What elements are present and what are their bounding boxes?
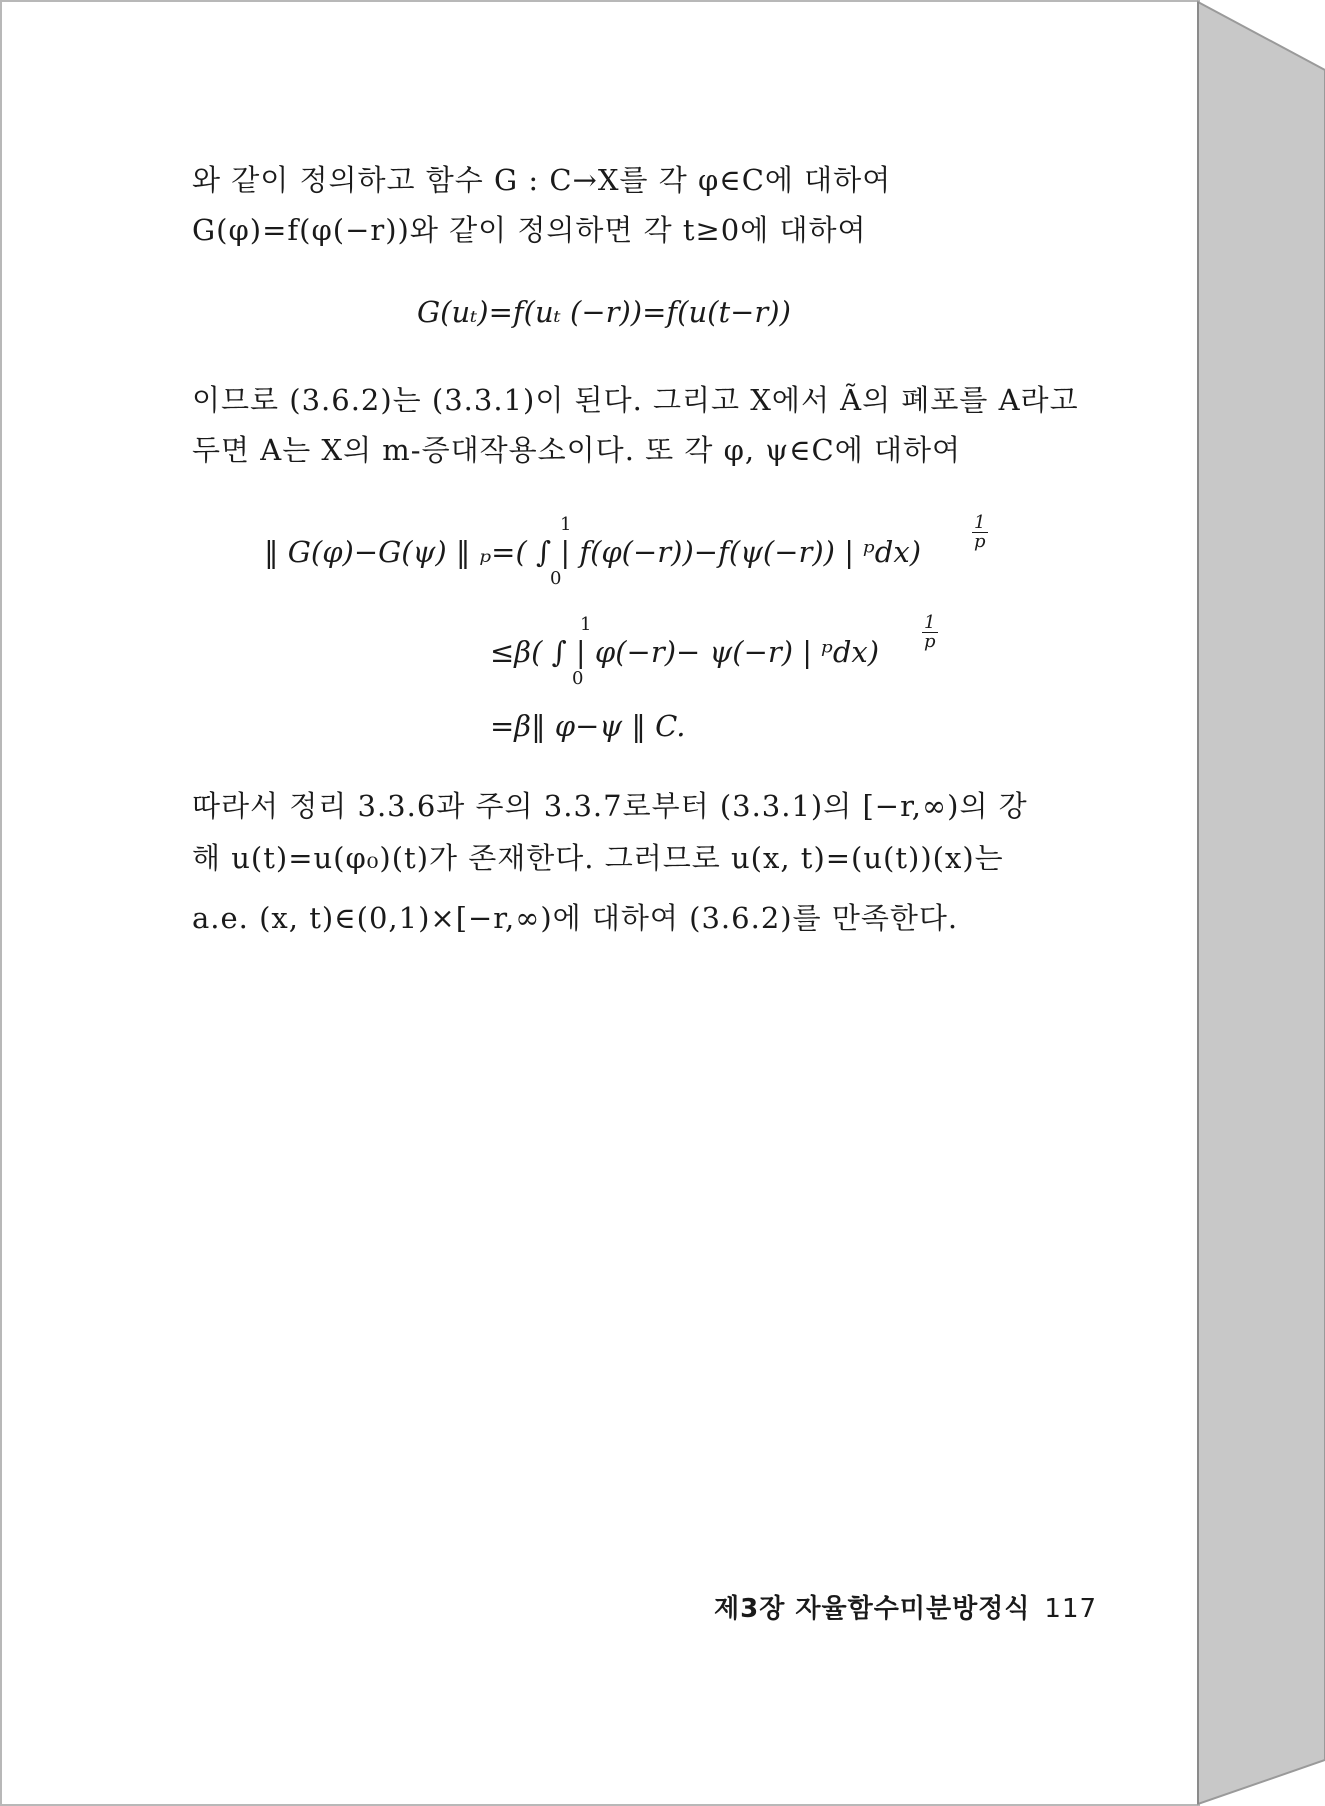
- text-line-1: 와 같이 정의하고 함수 G : C→X를 각 φ∈C에 대하여: [192, 163, 892, 197]
- exponent-denominator-2: p: [924, 631, 936, 652]
- text-line-5: 따라서 정리 3.3.6과 주의 3.3.7로부터 (3.3.1)의 [−r,∞)의 강: [192, 789, 1028, 823]
- exponent-fraction-2: [922, 614, 938, 651]
- exponent-denominator: p: [974, 531, 986, 552]
- equation-1: G(uₜ)=f(uₜ (−r))=f(u(t−r)): [417, 295, 791, 329]
- exponent-numerator-2: 1: [922, 614, 938, 633]
- text-line-4: 두면 A는 X의 m-증대작용소이다. 또 각 φ, ψ∈C에 대하여: [192, 433, 962, 467]
- integral-upper-limit: 1: [560, 514, 572, 535]
- equation-3: ≤β( ∫ | φ(−r)− ψ(−r) | ᵖdx): [490, 635, 880, 669]
- text-line-7: a.e. (x, t)∈(0,1)×[−r,∞)에 대하여 (3.6.2)를 만족한다.: [192, 901, 959, 935]
- text-line-6: 해 u(t)=u(φ₀)(t)가 존재한다. 그러므로 u(x, t)=(u(t))(x)는: [192, 841, 1004, 875]
- text-line-2: G(φ)=f(φ(−r))와 같이 정의하면 각 t≥0에 대하여: [192, 213, 867, 247]
- book-side-panel: [1198, 2, 1325, 1804]
- page-number: 117: [1044, 1594, 1098, 1624]
- integral-lower-limit-2: 0: [572, 668, 584, 689]
- exponent-numerator: 1: [972, 514, 988, 533]
- integral-lower-limit: 0: [550, 568, 562, 589]
- integral-upper-limit-2: 1: [580, 614, 592, 635]
- page-footer: [714, 1588, 1097, 1625]
- equation-4: =β‖ φ−ψ ‖ C.: [490, 709, 686, 743]
- equation-2: ‖ G(φ)−G(ψ) ‖ ₚ=( ∫ | f(φ(−r))−f(ψ(−r)) | ᵖdx): [264, 535, 922, 569]
- exponent-fraction: [972, 514, 988, 551]
- chapter-title: 제3장 자율함수미분방정식: [714, 1594, 1031, 1624]
- text-line-3: 이므로 (3.6.2)는 (3.3.1)이 된다. 그리고 X에서 Ã의 폐포를 A라고: [192, 383, 1079, 417]
